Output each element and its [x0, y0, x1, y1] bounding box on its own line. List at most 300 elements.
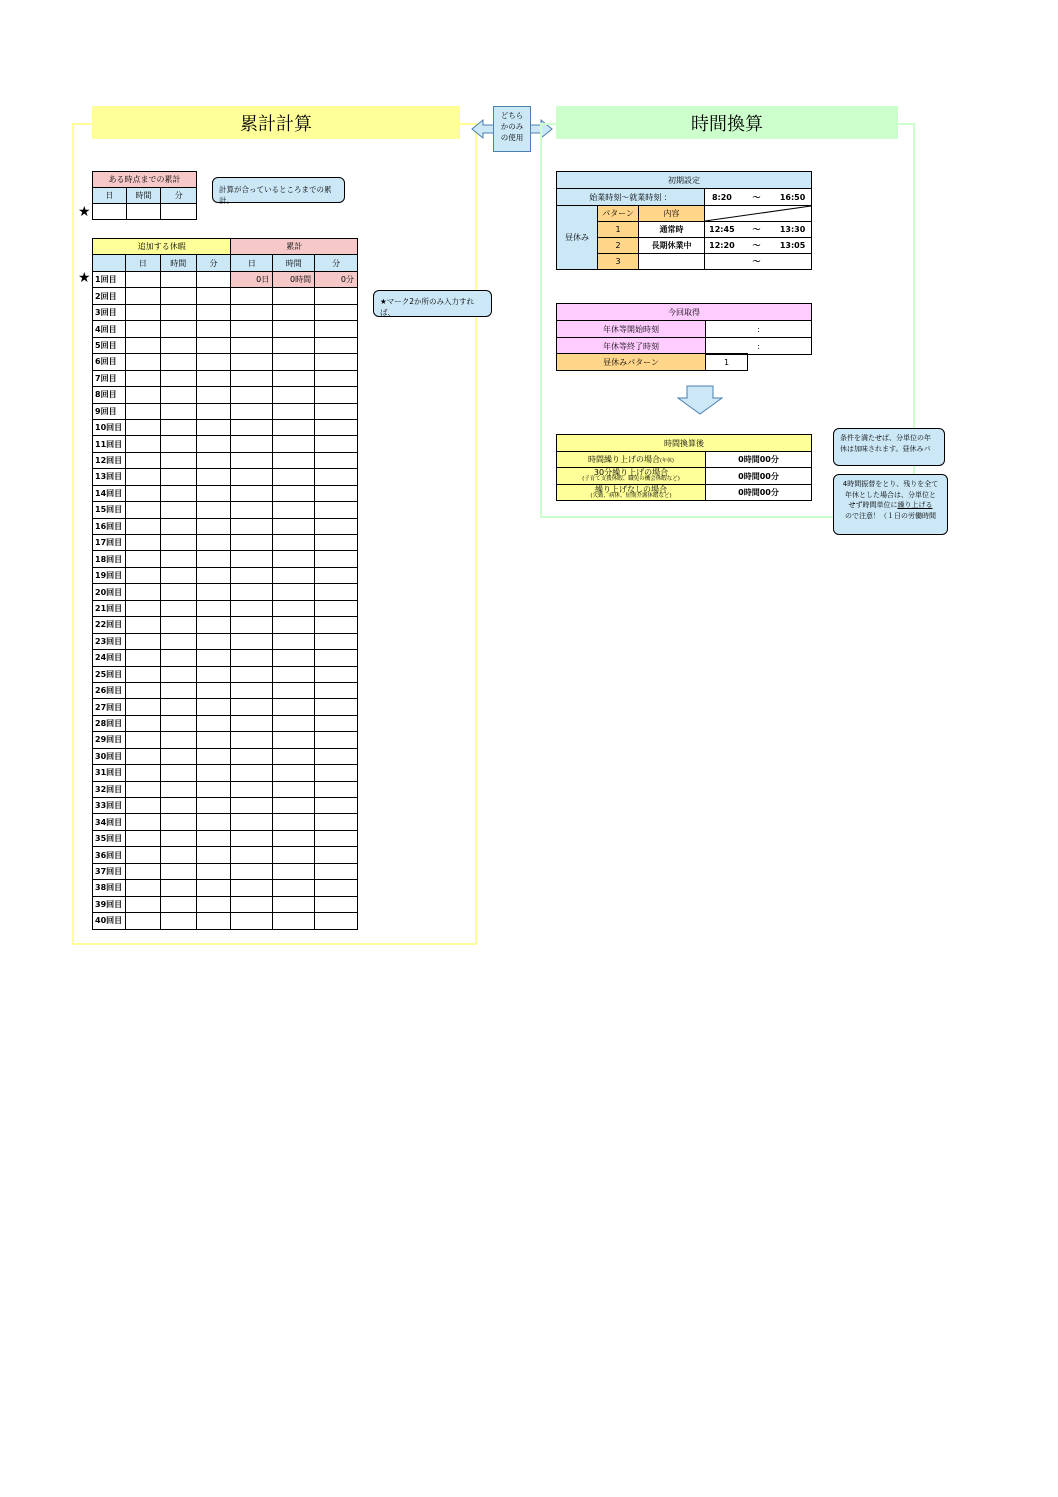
table-row [93, 600, 358, 616]
row-label: 4回目 [93, 321, 126, 337]
cum-day [231, 485, 273, 501]
row-label: 39回目 [93, 896, 126, 912]
cum-day [231, 600, 273, 616]
col-content: 内容 [639, 206, 705, 222]
result-value-30min: 0時間00分 [706, 468, 812, 485]
current-acquisition-table [556, 303, 812, 355]
cum-minute [315, 781, 358, 797]
row-label: 34回目 [93, 814, 126, 830]
add-day-input[interactable] [125, 354, 160, 370]
row-label: 11回目 [93, 436, 126, 452]
add-day-input[interactable] [125, 387, 160, 403]
table-row [93, 896, 358, 912]
add-day-input[interactable] [125, 863, 160, 879]
table-row [93, 354, 358, 370]
row-label: 6回目 [93, 354, 126, 370]
cum-minute [315, 469, 358, 485]
cum-hour [273, 567, 315, 583]
work-tilde: ～ [739, 189, 774, 206]
add-day-input[interactable] [125, 469, 160, 485]
table-row [93, 304, 358, 320]
add-day-input[interactable] [125, 600, 160, 616]
add-day-input[interactable] [125, 830, 160, 846]
cum-hour [273, 354, 315, 370]
add-hour-input[interactable] [160, 321, 196, 337]
point-minute-input[interactable] [161, 204, 197, 220]
cum-day [231, 403, 273, 419]
pattern-end[interactable] [774, 254, 811, 270]
add-hour-input[interactable] [160, 485, 196, 501]
add-minute-input[interactable] [196, 798, 231, 814]
add-minute-input[interactable] [196, 419, 231, 435]
cum-minute [315, 354, 358, 370]
add-day-input[interactable] [125, 584, 160, 600]
add-minute-input[interactable] [196, 288, 231, 304]
pattern-end[interactable]: 13:30 [774, 222, 811, 238]
pattern-start[interactable] [705, 254, 739, 270]
add-minute-input[interactable] [196, 304, 231, 320]
col-cum-day: 日 [231, 255, 273, 272]
add-hour-input[interactable] [160, 502, 196, 518]
cum-day [231, 633, 273, 649]
star-note-text: ★マーク2か所のみ入力すれば、 [380, 297, 474, 318]
cum-hour [273, 584, 315, 600]
add-hour-input[interactable] [160, 387, 196, 403]
cum-day [231, 830, 273, 846]
add-minute-input[interactable] [196, 781, 231, 797]
cum-minute [315, 682, 358, 698]
table-row [93, 452, 358, 468]
add-minute-input[interactable] [196, 436, 231, 452]
pattern-end[interactable]: 13:05 [774, 238, 811, 254]
cum-hour [273, 551, 315, 567]
cum-hour [273, 880, 315, 896]
cum-day [231, 781, 273, 797]
conversion-title: 時間換算 [556, 106, 898, 139]
cum-hour [273, 650, 315, 666]
cumulative-title: 累計計算 [92, 106, 460, 139]
cum-day [231, 666, 273, 682]
add-minute-input[interactable] [196, 584, 231, 600]
add-day-input[interactable] [125, 847, 160, 863]
result-header: 時間換算後 [557, 435, 812, 452]
leave-end-input[interactable]: : [706, 338, 812, 355]
add-minute-input[interactable] [196, 650, 231, 666]
rounding-note-line: 年休とした場合は、分単位と [845, 490, 936, 499]
cum-minute [315, 551, 358, 567]
cum-minute [315, 387, 358, 403]
pattern-name[interactable] [639, 254, 705, 270]
row-label: 15回目 [93, 502, 126, 518]
work-end[interactable]: 16:50 [774, 189, 811, 206]
add-day-input[interactable] [125, 436, 160, 452]
cum-day [231, 617, 273, 633]
table-row [93, 781, 358, 797]
cum-minute [315, 913, 358, 929]
add-minute-input[interactable] [196, 732, 231, 748]
add-minute-input[interactable] [196, 551, 231, 567]
lunch-pattern-input[interactable]: 1 [706, 354, 748, 371]
row-label: 33回目 [93, 798, 126, 814]
usage-note-line: どちら [500, 111, 524, 120]
add-hour-input[interactable] [160, 913, 196, 929]
add-hour-input[interactable] [160, 748, 196, 764]
rounding-note-line: ので注意！（１日の労働時間 [845, 511, 936, 520]
cum-hour [273, 863, 315, 879]
result-label-30min [557, 468, 706, 485]
condition-note-line: 休は加味されます。昼休みパ [840, 444, 931, 453]
cum-minute [315, 370, 358, 386]
cum-minute [315, 304, 358, 320]
pattern-name[interactable]: 長期休業中 [639, 238, 705, 254]
cumulative-table [92, 238, 358, 930]
add-hour-input[interactable] [160, 896, 196, 912]
add-day-input[interactable] [125, 666, 160, 682]
add-day-input[interactable] [125, 748, 160, 764]
condition-note-line: 条件を満たせば、分単位の年 [840, 434, 931, 442]
add-day-input[interactable] [125, 781, 160, 797]
row-label: 14回目 [93, 485, 126, 501]
table-row [93, 567, 358, 583]
add-minute-input[interactable] [196, 896, 231, 912]
cum-day [231, 354, 273, 370]
add-minute-input[interactable] [196, 748, 231, 764]
leave-start-input[interactable]: : [706, 321, 812, 338]
row-label: 37回目 [93, 863, 126, 879]
add-minute-input[interactable] [196, 518, 231, 534]
result-label-hourly [557, 452, 706, 468]
add-day-input[interactable] [125, 502, 160, 518]
add-minute-input[interactable] [196, 567, 231, 583]
pattern-tilde: ～ [739, 222, 774, 238]
cum-minute [315, 403, 358, 419]
table-row [93, 650, 358, 666]
add-minute-input[interactable] [196, 403, 231, 419]
row-label: 8回目 [93, 387, 126, 403]
cum-minute [315, 715, 358, 731]
cum-day [231, 337, 273, 353]
add-minute-input[interactable] [196, 682, 231, 698]
table-row [93, 748, 358, 764]
cum-day [231, 699, 273, 715]
add-hour-input[interactable] [160, 304, 196, 320]
add-day-input[interactable] [125, 650, 160, 666]
add-hour-input[interactable] [160, 337, 196, 353]
group-add-header: 追加する休暇 [93, 239, 231, 255]
table-row [93, 913, 358, 929]
add-hour-input[interactable] [160, 863, 196, 879]
add-minute-input[interactable] [196, 880, 231, 896]
row-label: 21回目 [93, 600, 126, 616]
cum-hour [273, 715, 315, 731]
cum-minute [315, 337, 358, 353]
add-hour-input[interactable] [160, 288, 196, 304]
lunch-pattern-label: 昼休みパターン [557, 354, 706, 371]
point-note-bubble [212, 177, 345, 206]
diagonal-cell [705, 206, 812, 222]
add-minute-input[interactable] [196, 830, 231, 846]
pattern-name[interactable]: 通常時 [639, 222, 705, 238]
cum-minute [315, 617, 358, 633]
add-minute-input[interactable] [196, 814, 231, 830]
cum-day: 0日 [231, 272, 273, 288]
row-label: 32回目 [93, 781, 126, 797]
add-day-input[interactable] [125, 403, 160, 419]
add-day-input[interactable] [125, 370, 160, 386]
cum-hour [273, 617, 315, 633]
cum-day [231, 732, 273, 748]
add-minute-input[interactable] [196, 847, 231, 863]
col-hour: 時間 [126, 188, 161, 204]
add-day-input[interactable] [125, 814, 160, 830]
cum-minute [315, 535, 358, 551]
cum-minute: 0分 [315, 272, 358, 288]
table-row [93, 321, 358, 337]
add-day-input[interactable] [125, 732, 160, 748]
table-row [93, 682, 358, 698]
add-day-input[interactable] [125, 617, 160, 633]
add-hour-input[interactable] [160, 419, 196, 435]
add-hour-input[interactable] [160, 715, 196, 731]
table-row [93, 732, 358, 748]
add-hour-input[interactable] [160, 699, 196, 715]
cum-minute [315, 863, 358, 879]
row-label: 23回目 [93, 633, 126, 649]
cum-hour [273, 419, 315, 435]
table-row [93, 715, 358, 731]
row-label: 30回目 [93, 748, 126, 764]
add-day-input[interactable] [125, 321, 160, 337]
row-label: 28回目 [93, 715, 126, 731]
col-day: 日 [93, 188, 127, 204]
add-hour-input[interactable] [160, 814, 196, 830]
add-minute-input[interactable] [196, 600, 231, 616]
rounding-note-line: 4時間振替をとり、残りを全て [842, 480, 939, 488]
point-cumulative-table [92, 171, 197, 220]
cum-minute [315, 600, 358, 616]
cum-minute [315, 732, 358, 748]
cum-hour [273, 387, 315, 403]
add-minute-input[interactable] [196, 485, 231, 501]
add-hour-input[interactable] [160, 584, 196, 600]
cum-minute [315, 650, 358, 666]
cum-hour [273, 781, 315, 797]
add-hour-input[interactable] [160, 551, 196, 567]
cum-day [231, 370, 273, 386]
table-row [93, 814, 358, 830]
down-arrow-icon [676, 385, 724, 415]
add-hour-input[interactable] [160, 518, 196, 534]
add-minute-input[interactable] [196, 863, 231, 879]
add-day-input[interactable] [125, 337, 160, 353]
cum-hour [273, 452, 315, 468]
pattern-tilde: ～ [739, 238, 774, 254]
add-day-input[interactable] [125, 913, 160, 929]
point-day-input[interactable] [93, 204, 127, 220]
add-hour-input[interactable] [160, 765, 196, 781]
add-minute-input[interactable] [196, 715, 231, 731]
add-minute-input[interactable] [196, 370, 231, 386]
cum-hour [273, 304, 315, 320]
cum-hour [273, 436, 315, 452]
cum-hour [273, 518, 315, 534]
add-minute-input[interactable] [196, 666, 231, 682]
cum-day [231, 567, 273, 583]
add-hour-input[interactable] [160, 436, 196, 452]
add-hour-input[interactable] [160, 650, 196, 666]
table-row [93, 535, 358, 551]
add-hour-input[interactable] [160, 798, 196, 814]
add-hour-input[interactable] [160, 272, 196, 288]
add-day-input[interactable] [125, 798, 160, 814]
table-row [93, 288, 358, 304]
cum-hour [273, 748, 315, 764]
cum-day [231, 535, 273, 551]
cum-minute [315, 765, 358, 781]
col-add-day: 日 [125, 255, 160, 272]
star-marker-2: ★ [78, 270, 91, 286]
add-hour-input[interactable] [160, 880, 196, 896]
cum-minute [315, 748, 358, 764]
col-cum-hour: 時間 [273, 255, 315, 272]
leave-start-label: 年休等開始時刻 [557, 321, 706, 338]
add-day-input[interactable] [125, 715, 160, 731]
rounding-note-text: せず時間単位に [848, 501, 898, 509]
row-label: 26回目 [93, 682, 126, 698]
rounding-note-emphasis: 繰り上げる [897, 501, 933, 509]
add-hour-input[interactable] [160, 682, 196, 698]
cum-hour [273, 765, 315, 781]
add-hour-input[interactable] [160, 567, 196, 583]
result-label-text: 時間繰り上げの場合 [588, 455, 661, 464]
table-row [93, 617, 358, 633]
add-hour-input[interactable] [160, 600, 196, 616]
add-day-input[interactable] [125, 896, 160, 912]
add-minute-input[interactable] [196, 913, 231, 929]
add-day-input[interactable] [125, 518, 160, 534]
add-day-input[interactable] [125, 699, 160, 715]
point-hour-input[interactable] [126, 204, 161, 220]
cum-minute [315, 584, 358, 600]
add-hour-input[interactable] [160, 617, 196, 633]
add-minute-input[interactable] [196, 469, 231, 485]
col-add-hour: 時間 [160, 255, 196, 272]
col-add-minute: 分 [196, 255, 231, 272]
row-label: 12回目 [93, 452, 126, 468]
add-day-input[interactable] [125, 419, 160, 435]
add-day-input[interactable] [125, 633, 160, 649]
add-hour-input[interactable] [160, 370, 196, 386]
add-minute-input[interactable] [196, 502, 231, 518]
add-hour-input[interactable] [160, 633, 196, 649]
add-minute-input[interactable] [196, 452, 231, 468]
cum-hour [273, 896, 315, 912]
add-hour-input[interactable] [160, 469, 196, 485]
add-hour-input[interactable] [160, 781, 196, 797]
col-cum-minute: 分 [315, 255, 358, 272]
cum-minute [315, 518, 358, 534]
add-hour-input[interactable] [160, 452, 196, 468]
add-hour-input[interactable] [160, 847, 196, 863]
row-label: 36回目 [93, 847, 126, 863]
add-day-input[interactable] [125, 682, 160, 698]
add-minute-input[interactable] [196, 337, 231, 353]
add-hour-input[interactable] [160, 403, 196, 419]
add-day-input[interactable] [125, 551, 160, 567]
add-minute-input[interactable] [196, 765, 231, 781]
add-day-input[interactable] [125, 272, 160, 288]
add-minute-input[interactable] [196, 535, 231, 551]
cum-hour [273, 847, 315, 863]
add-minute-input[interactable] [196, 633, 231, 649]
conversion-result-table [556, 434, 812, 501]
add-day-input[interactable] [125, 452, 160, 468]
row-label: 40回目 [93, 913, 126, 929]
row-label: 7回目 [93, 370, 126, 386]
add-hour-input[interactable] [160, 354, 196, 370]
add-minute-input[interactable] [196, 699, 231, 715]
cum-hour [273, 502, 315, 518]
diagonal-line [705, 206, 811, 221]
rounding-note-bubble [833, 474, 948, 535]
work-start[interactable]: 8:20 [705, 189, 739, 206]
row-label: 31回目 [93, 765, 126, 781]
usage-note-line: かのみ [500, 122, 524, 131]
add-minute-input[interactable] [196, 272, 231, 288]
result-label-none [557, 485, 706, 501]
add-day-input[interactable] [125, 765, 160, 781]
add-day-input[interactable] [125, 880, 160, 896]
cum-day [231, 387, 273, 403]
cum-minute [315, 288, 358, 304]
pattern-no: 1 [598, 222, 639, 238]
add-hour-input[interactable] [160, 830, 196, 846]
cum-day [231, 715, 273, 731]
row-label: 13回目 [93, 469, 126, 485]
rounding-note-line [840, 500, 941, 511]
pattern-start[interactable]: 12:20 [705, 238, 739, 254]
cum-hour [273, 913, 315, 929]
add-hour-input[interactable] [160, 732, 196, 748]
add-day-input[interactable] [125, 304, 160, 320]
cum-minute [315, 436, 358, 452]
add-day-input[interactable] [125, 535, 160, 551]
add-hour-input[interactable] [160, 535, 196, 551]
col-pattern: パターン [598, 206, 639, 222]
current-header: 今回取得 [557, 304, 812, 321]
add-minute-input[interactable] [196, 387, 231, 403]
cum-day [231, 288, 273, 304]
add-minute-input[interactable] [196, 354, 231, 370]
col-minute: 分 [161, 188, 197, 204]
add-day-input[interactable] [125, 485, 160, 501]
add-day-input[interactable] [125, 288, 160, 304]
add-hour-input[interactable] [160, 666, 196, 682]
cum-hour [273, 830, 315, 846]
table-row [93, 863, 358, 879]
row-label: 19回目 [93, 567, 126, 583]
add-minute-input[interactable] [196, 617, 231, 633]
pattern-start[interactable]: 12:45 [705, 222, 739, 238]
add-minute-input[interactable] [196, 321, 231, 337]
table-row [93, 502, 358, 518]
table-row [93, 880, 358, 896]
pattern-tilde: ～ [739, 254, 774, 270]
table-row [93, 551, 358, 567]
cum-minute [315, 699, 358, 715]
point-note-text: 計算が合っているところまでの累計。 [219, 185, 332, 206]
add-day-input[interactable] [125, 567, 160, 583]
